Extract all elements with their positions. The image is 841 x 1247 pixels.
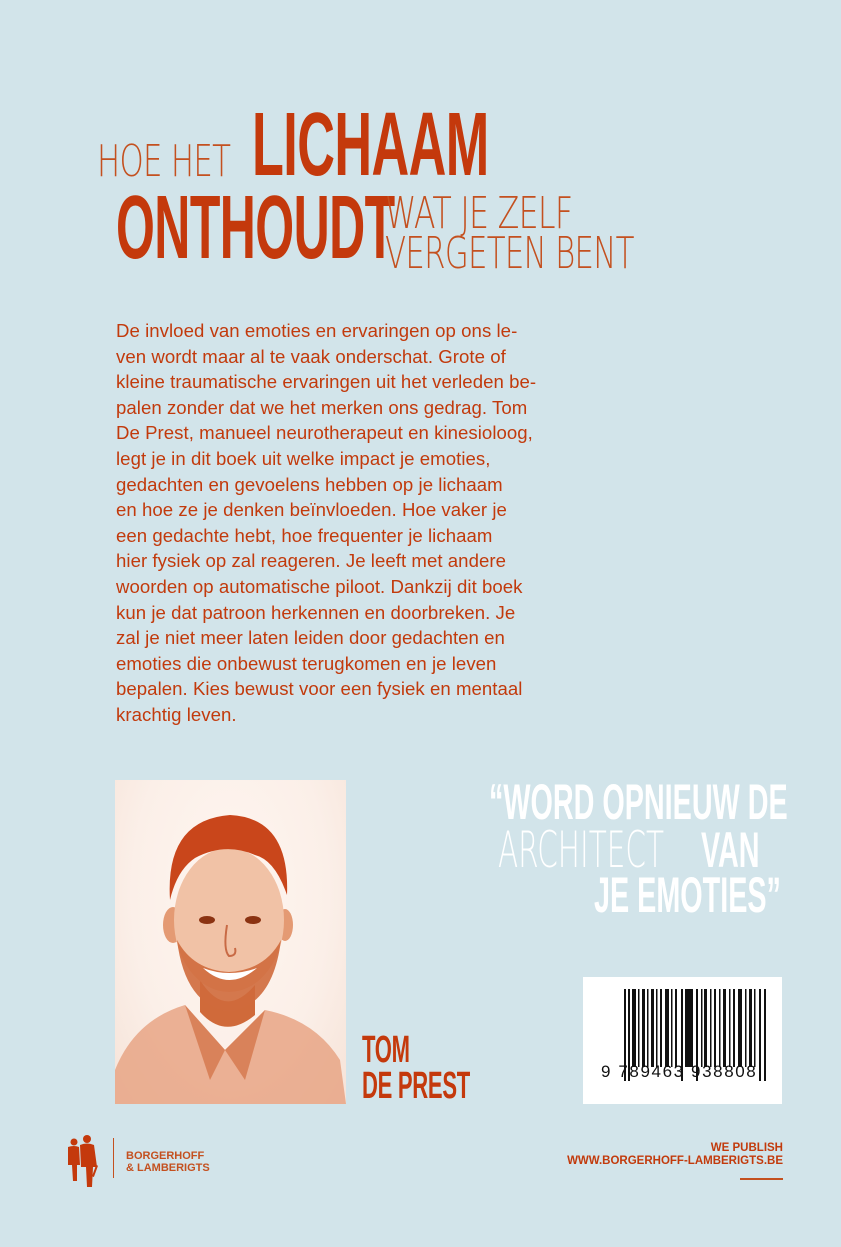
isbn-barcode: [583, 977, 782, 1104]
blurb-line: legt je in dit boek uit welke impact je emoties,: [116, 447, 491, 469]
author-portrait: [115, 780, 346, 1104]
blurb-line: emoties die onbewust terugkomen en je leven: [116, 652, 497, 674]
book-blurb: [116, 318, 588, 728]
blurb-line: en hoe ze je denken beïnvloeden. Hoe vaker je: [116, 499, 507, 521]
publisher-name-line-1: BORGERHOFF: [126, 1150, 205, 1162]
blurb-line: kleine traumatische ervaringen uit het verleden be-: [116, 371, 537, 393]
blurb-line: hier fysiek op zal reageren. Je leeft met andere: [116, 550, 506, 572]
title-part-vergeten-bent: VERGETEN BENT: [385, 228, 634, 279]
blurb-line: krachtig leven.: [116, 703, 237, 725]
blurb-line: De Prest, manueel neurotherapeut en kinesioloog,: [116, 422, 533, 444]
publisher-name: [126, 1150, 210, 1174]
publisher-info: [567, 1142, 783, 1168]
quote-line-2-thin: ARCHITECT: [498, 821, 664, 879]
title-part-hoe-het: HOE HET: [97, 136, 231, 187]
quote-line-2-bold: VAN: [701, 822, 760, 878]
title-part-onthoudt: ONTHOUDT: [116, 178, 395, 278]
blurb-line: zal je niet meer laten leiden door gedachten en: [116, 627, 505, 649]
blurb-line: gedachten en gevoelens hebben op je lichaam: [116, 473, 503, 495]
barcode-icon: [583, 977, 782, 1104]
blurb-line: palen zonder dat we het merken ons gedrag. Tom: [116, 396, 528, 418]
publisher-name-line-2: & LAMBERIGTS: [126, 1162, 210, 1174]
author-first-name: TOM: [362, 1029, 410, 1071]
quote-line-3: JE EMOTIES”: [594, 867, 781, 923]
blurb-line: woorden op automatische piloot. Dankzij dit boek: [116, 575, 523, 597]
publisher-rule: [740, 1178, 783, 1180]
publisher-website: WWW.BORGERHOFF-LAMBERIGTS.BE: [567, 1155, 783, 1167]
isbn-number: 9 789463 938808: [601, 1062, 758, 1081]
blurb-line: kun je dat patroon herkennen en doorbreken. Je: [116, 601, 516, 623]
title-part-lichaam: LICHAAM: [252, 95, 489, 195]
blurb-line: een gedachte hebt, hoe frequenter je lichaam: [116, 524, 493, 546]
blurb-line: ven wordt maar al te vaak onderschat. Grote of: [116, 345, 506, 367]
blurb-line: De invloed van emoties en ervaringen op ons le-: [116, 320, 518, 341]
author-last-name: DE PREST: [362, 1065, 470, 1107]
portrait-icon: [115, 780, 346, 1104]
blurb-line: bepalen. Kies bewust voor een fysiek en mentaal: [116, 678, 523, 700]
publisher-tagline: WE PUBLISH: [710, 1142, 783, 1154]
two-walking-figures-icon: [65, 1135, 105, 1190]
logo-divider: [113, 1138, 114, 1178]
author-name: [362, 1029, 470, 1107]
title-part-wat-je-zelf: WAT JE ZELF: [385, 188, 573, 239]
quote-line-1: “WORD OPNIEUW DE: [489, 774, 788, 830]
